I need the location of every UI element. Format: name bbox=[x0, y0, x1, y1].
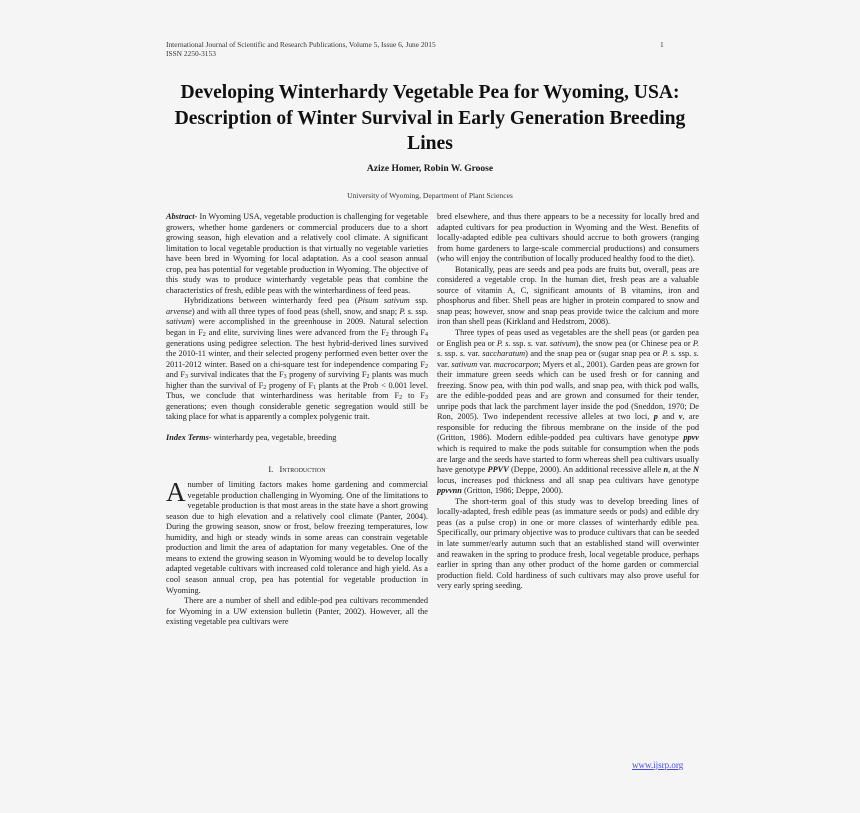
intro-paragraph-1: Anumber of limiting factors makes home gardening and commercial vegetable production challenging in Wyoming. One of the limitations to vegetable production is that most areas in the state have a short growing season due to high elevation and a relatively cool climate (Panter, 2004). During the growing season, snow or frost, below freezing temperatures, low humidity, and high or steady winds in some areas can constrain vegetable production and limit the area of adaptation for many vegetables. One of the means to extend the growing season in Wyoming would be to develop locally adapted vegetable cultivars with increased cold tolerance and high yield. As a cool season annual crop, pea has potential for vegetable production in Wyoming. bbox=[166, 477, 428, 595]
section-heading-introduction: I. Introduction bbox=[268, 465, 326, 475]
index-terms-label: Index Terms bbox=[166, 432, 209, 442]
abstract-label: Abstract- bbox=[166, 212, 198, 221]
intro-paragraph-4: Three types of peas used as vegetables are the shell peas (or garden pea or English pea or P. s. ssp. s. var. sativum), the snow pea (or Chinese pea or P. s. ssp. s. var. saccharatum) and the snap pea or (sugar snap pea or P. s. ssp. s. var. sativum var. macrocarpon; Myers et al., 2001). Garden peas are grown for their immature green seeds which can be used fresh or for canning and freezing. Snow pea, with thin pod walls, and snap pea, with thick pod walls, are the edible-podded peas and are grown and consumed for their tender, unripe pods that lack the parchment layer inside the pod (Sneddon, 1970; De Ron, 2005). Two independent recessive alleles at two loci, p and v, are responsible for reducing the fibrous membrane on the inside of the pod (Gritton, 1986). Modern edible-podded pea cultivars have genotype ppvv which is required to make the pods suitable for consumption when the pods are large and the seeds have started to form whereas shell pea cultivars usually have genotype PPVV (Deppe, 2000). An additional recessive allele n, at the N locus, increases pod thickness and all snap pea cultivars have genotype ppvvnn (Gritton, 1986; Deppe, 2000). bbox=[437, 328, 700, 496]
index-terms: Index Terms- winterhardy pea, vegetable, breeding bbox=[166, 432, 337, 442]
journal-name: International Journal of Scientific and Research Publications, Volume 5, Issue 6, June 2015 bbox=[166, 40, 436, 49]
intro-paragraph-2-start: There are a number of shell and edible-pod pea cultivars recommended for Wyoming in a UW extension bulletin (Panter, 2002). However, all the existing vegetable pea cultivars were bbox=[166, 596, 428, 627]
intro-paragraph-3: Botanically, peas are seeds and pea pods are fruits but, overall, peas are considered a vegetable crop. In the human diet, fresh peas are a valuable source of vitamin A, C, significant amounts of B vitamins, iron and phosphorus and fiber. Shell peas are higher in protein compared to snow and snap peas; however, snow and snap peas provide twice the calcium and more iron than shell peas (Kirkland and Hedstrom, 2008). bbox=[437, 264, 699, 327]
running-header bbox=[166, 40, 666, 58]
right-column bbox=[437, 212, 699, 592]
abstract-paragraph-2: Hybridizations between winterhardy feed pea (Pisum sativum ssp. arvense) and with all three types of food peas (shell, snow, and snap; P. s. ssp. sativum) were accomplished in the greenhouse in 2009. Natural selection began in $F_2$ and elite, surviving lines were advanced from the $F_2$ through $F_4$ generations using pedigree selection. The best hybrid-derived lines survived the 2010-11 winter, and their selected progeny performed even better over the 2011-2012 winter. Based on a chi-square test for independence comparing $F_2$ and $F_3$ survival indicates that the $F_3$ progeny of surviving $F_2$ plants was much higher than the survival of $F_2$ progeny of $F_1$ plants at the Prob < 0.001 level. Thus, we conclude that winterhardiness was heritable from $F_2$ to $F_3$ generations; even though considerable genetic segregation would still be taking place for what is apparently a complex polygenic trait. bbox=[166, 296, 429, 422]
intro-paragraph-5: The short-term goal of this study was to develop breeding lines of locally-adapted, fresh edible peas (as immature seeds or pods) and edible dry peas (as a pulse crop) in one or more classes of winterhardy edible pea. Specifically, our primary objective was to produce cultivars that can be seeded in late summer/early autumn such that an established stand will overwinter and reawaken in the spring to produce fresh, local vegetable produce, perhaps earlier in spring than any other product of the home garden or commercial production field. Cold hardiness of such cultivars may also prove useful for very early spring seeding. bbox=[437, 496, 699, 591]
abstract-paragraph-1: Abstract- In Wyoming USA, vegetable production is challenging for vegetable growers, whether home gardeners or commercial producers due to a short growing season, high elevation and a relatively cool climate. A significant limitation to local vegetable production is that virtually no vegetable varieties have been bred in Wyoming for local adaptation. As a cool season annual crop, pea has potential for vegetable production in Wyoming. The objective of this study was to produce winterhardy vegetable peas that combine the characteristics of fresh, edible peas with the winterhardiness of feed peas. bbox=[166, 212, 428, 295]
intro-paragraph-2-cont: bred elsewhere, and thus there appears to be a necessity for locally bred and adapted cultivars for pea production in Wyoming and the West. Benefits of locally-adapted edible pea cultivars should accrue to both growers (ranging from home gardeners to large-scale commercial productions) and consumers (who will enjoy the contribution of locally produced healthy food to the diet). bbox=[437, 212, 699, 264]
drop-cap: A bbox=[166, 477, 186, 508]
authors: Azize Homer, Robin W. Groose bbox=[366, 164, 494, 174]
left-column bbox=[166, 212, 428, 628]
issn: ISSN 2250-3153 bbox=[166, 49, 216, 58]
journal-website-link[interactable]: www.ijsrp.org bbox=[632, 760, 684, 770]
page-number: 1 bbox=[660, 40, 664, 49]
affiliation: University of Wyoming, Department of Plant Sciences bbox=[347, 191, 513, 200]
paper-title: Developing Winterhardy Vegetable Pea for Wyoming, USA: Description of Winter Survival in Early Generation Breeding Lines bbox=[174, 82, 686, 154]
